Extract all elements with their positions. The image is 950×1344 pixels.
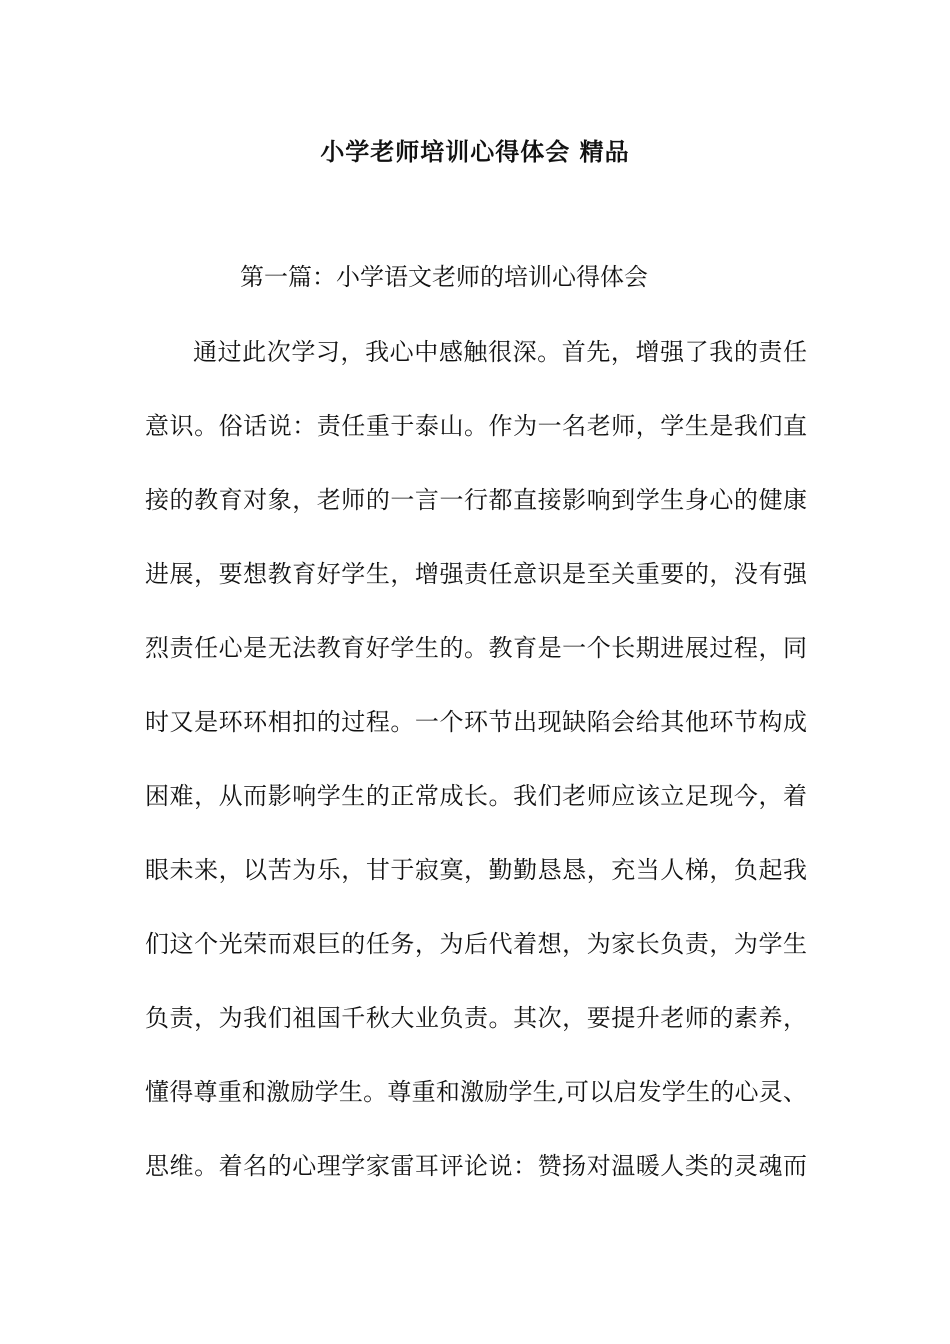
section-heading: 第一篇：小学语文老师的培训心得体会 [240, 263, 648, 291]
paragraph-line: 们这个光荣而艰巨的任务，为后代着想，为家长负责，为学生 [145, 930, 807, 958]
document-title: 小学老师培训心得体会 精品 [320, 137, 630, 166]
paragraph-line: 思维。着名的心理学家雷耳评论说：赞扬对温暖人类的灵魂而 [145, 1152, 807, 1180]
paragraph-line: 懂得尊重和激励学生。尊重和激励学生,可以启发学生的心灵、 [145, 1078, 807, 1106]
paragraph-line: 困难，从而影响学生的正常成长。我们老师应该立足现今，着 [145, 782, 807, 810]
paragraph-line: 意识。俗话说：责任重于泰山。作为一名老师，学生是我们直 [145, 412, 807, 440]
paragraph-line: 进展，要想教育好学生，增强责任意识是至关重要的，没有强 [145, 560, 807, 588]
paragraph-line: 接的教育对象，老师的一言一行都直接影响到学生身心的健康 [145, 486, 807, 514]
paragraph-line: 负责，为我们祖国千秋大业负责。其次，要提升老师的素养， [145, 1004, 807, 1032]
paragraph-line: 通过此次学习，我心中感触很深。首先，增强了我的责任 [193, 338, 807, 366]
paragraph-line: 烈责任心是无法教育好学生的。教育是一个长期进展过程，同 [145, 634, 807, 662]
paragraph-line: 眼未来，以苦为乐，甘于寂寞，勤勤恳恳，充当人梯，负起我 [145, 856, 807, 884]
paragraph-line: 时又是环环相扣的过程。一个环节出现缺陷会给其他环节构成 [145, 708, 807, 736]
